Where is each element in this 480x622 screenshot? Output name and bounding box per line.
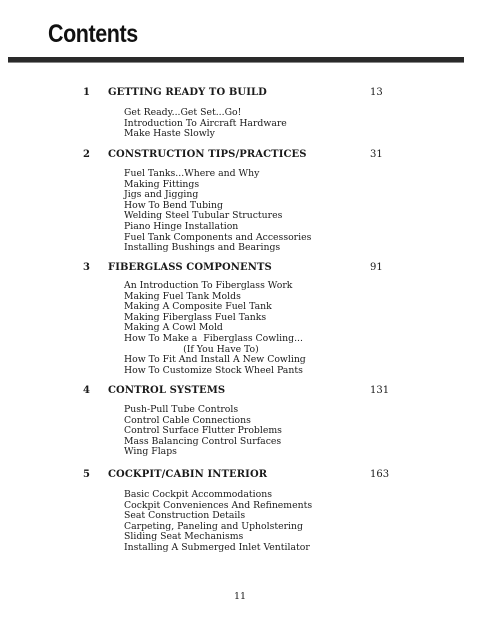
section-item: Making Fuel Tank Molds xyxy=(124,290,241,302)
section-item: Seat Construction Details xyxy=(124,510,246,522)
chapter-number: 4 xyxy=(83,385,90,396)
chapter-title: CONSTRUCTION TIPS/PRACTICES xyxy=(108,149,307,160)
section-list xyxy=(124,108,287,140)
section-item: Making Fiberglass Fuel Tanks xyxy=(124,311,267,323)
chapter-number: 1 xyxy=(83,87,90,98)
section-item: Basic Cockpit Accommodations xyxy=(124,489,272,500)
chapter-number: 3 xyxy=(83,262,90,273)
section-item: Piano Hinge Installation xyxy=(124,220,239,232)
chapter-number: 2 xyxy=(83,149,90,160)
section-item: Installing Bushings and Bearings xyxy=(124,242,281,254)
heading-rule-thin xyxy=(8,62,464,63)
chapter-page: 163 xyxy=(370,469,390,480)
section-item: Cockpit Conveniences And Refinements xyxy=(124,499,313,511)
page-heading: Contents xyxy=(48,20,138,48)
section-item: How To Make a Fiberglass Cowling... xyxy=(124,332,303,344)
chapter-title: CONTROL SYSTEMS xyxy=(108,385,226,396)
section-item: Welding Steel Tubular Structures xyxy=(124,210,283,222)
section-list xyxy=(124,169,311,254)
section-item: Sliding Seat Mechanisms xyxy=(124,531,244,543)
chapter-title: FIBERGLASS COMPONENTS xyxy=(108,262,272,273)
section-item: Make Haste Slowly xyxy=(124,128,215,140)
section-item: Installing A Submerged Inlet Ventilator xyxy=(124,541,310,553)
section-item: Control Surface Flutter Problems xyxy=(124,425,282,437)
section-list xyxy=(124,405,282,458)
section-item: Making Fittings xyxy=(124,178,200,190)
section-item: Get Ready...Get Set...Go! xyxy=(124,107,242,118)
chapter-title: COCKPIT/CABIN INTERIOR xyxy=(108,469,268,480)
section-item: Wing Flaps xyxy=(124,446,177,458)
section-item: How To Fit And Install A New Cowling xyxy=(124,354,306,366)
section-item: Carpeting, Paneling and Upholstering xyxy=(124,520,303,532)
section-item: How To Customize Stock Wheel Pants xyxy=(124,364,303,376)
section-item: Introduction To Aircraft Hardware xyxy=(124,117,287,129)
section-list xyxy=(124,281,306,376)
section-item: How To Bend Tubing xyxy=(124,199,223,211)
section-item: (If You Have To) xyxy=(124,343,259,355)
section-item: Control Cable Connections xyxy=(124,414,251,426)
chapter-page: 13 xyxy=(370,87,383,98)
section-item: Mass Balancing Control Surfaces xyxy=(124,435,282,447)
section-item: Fuel Tank Components and Accessories xyxy=(124,231,312,243)
chapter-title: GETTING READY TO BUILD xyxy=(108,87,267,98)
chapter-number: 5 xyxy=(83,469,90,480)
section-item: An Introduction To Fiberglass Work xyxy=(124,280,293,291)
chapter-page: 131 xyxy=(370,385,390,396)
section-list xyxy=(124,490,312,554)
section-item: Fuel Tanks...Where and Why xyxy=(124,168,260,179)
section-item: Making A Composite Fuel Tank xyxy=(124,301,272,313)
section-item: Jigs and Jigging xyxy=(124,189,199,201)
chapter-page: 91 xyxy=(370,262,383,273)
page-number: 11 xyxy=(233,591,247,602)
section-item: Push-Pull Tube Controls xyxy=(124,404,239,415)
section-item: Making A Cowl Mold xyxy=(124,322,223,334)
chapter-page: 31 xyxy=(370,149,383,160)
